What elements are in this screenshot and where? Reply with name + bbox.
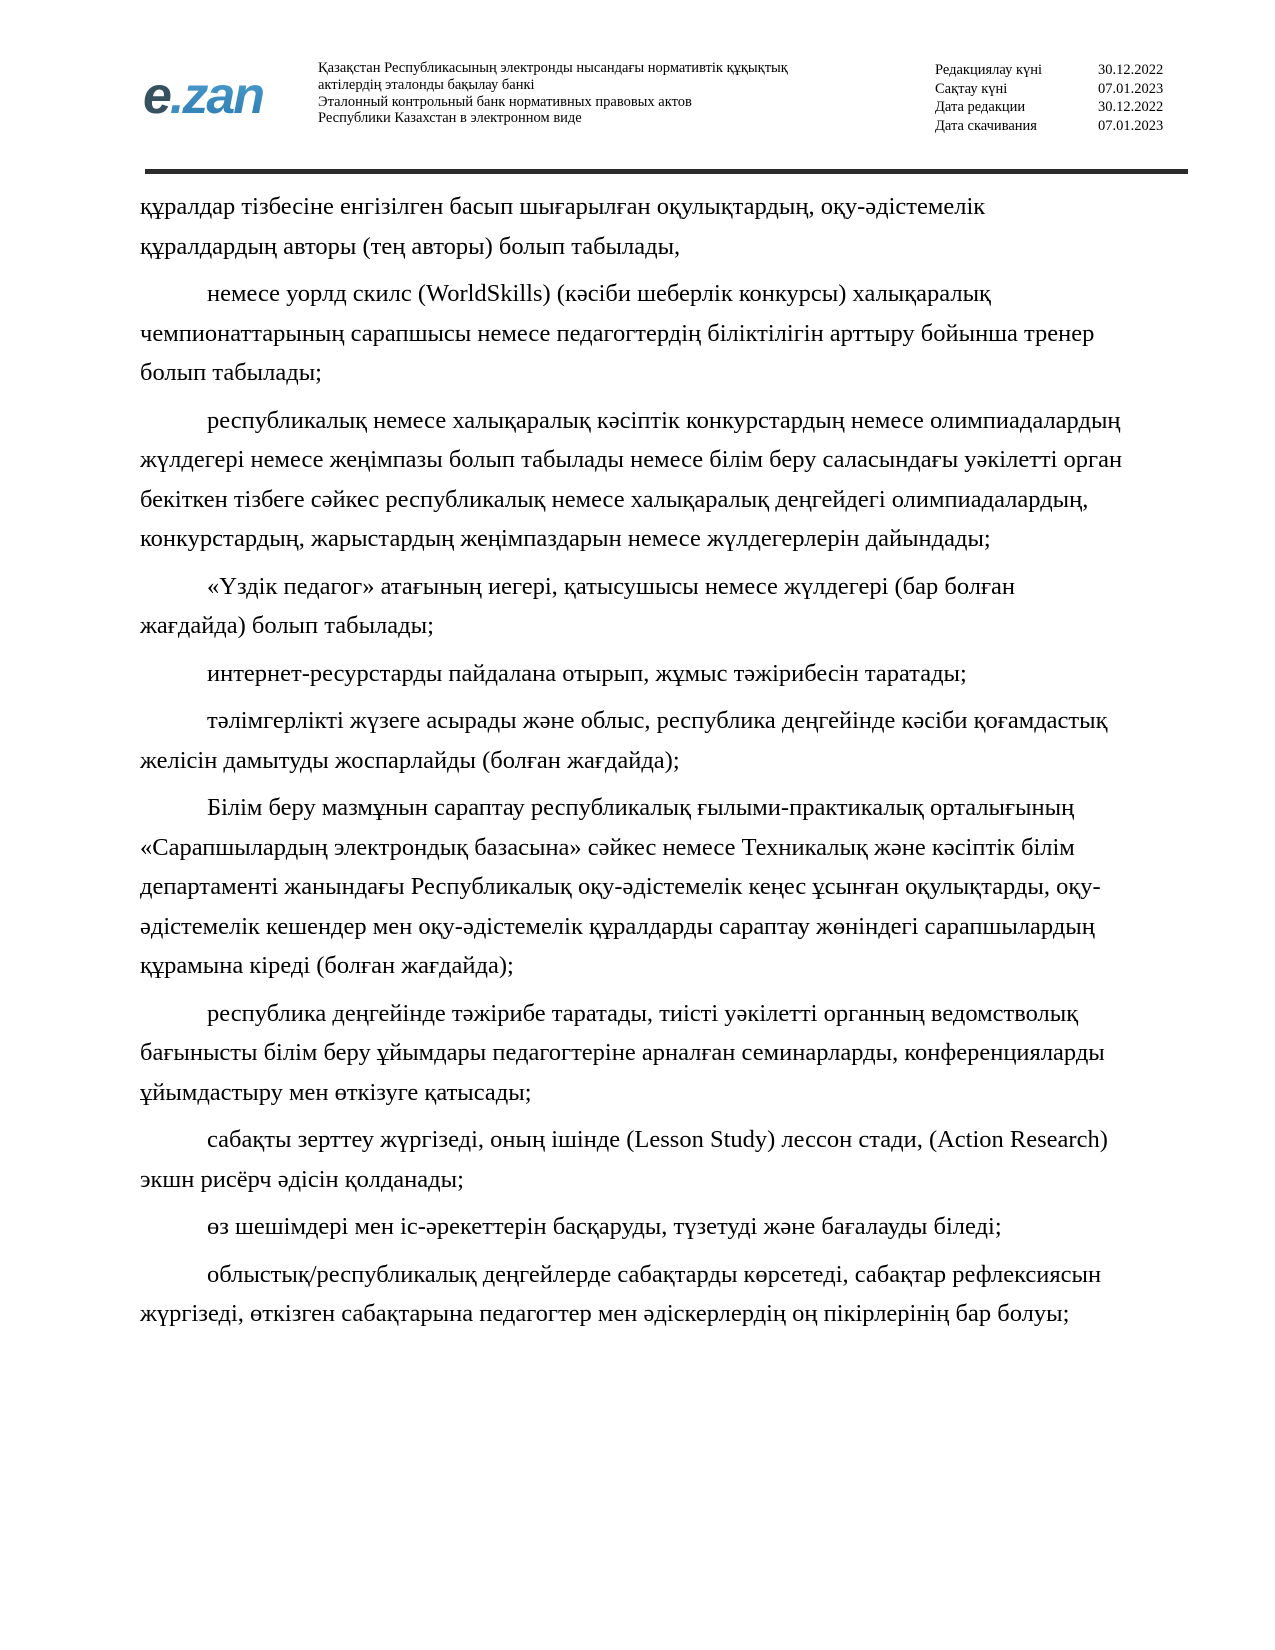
paragraph: тәлімгерлікті жүзеге асырады және облыс, республика деңгейінде кәсіби қоғамдастық желісін дамытуды жоспарлайды (болған жағдайда); [140, 707, 1108, 774]
description-line: Эталонный контрольный банк нормативных правовых актов [318, 93, 692, 110]
date-row [935, 61, 1188, 80]
document-body [140, 187, 1125, 1342]
paragraph: республика деңгейінде тәжірибе таратады, тиісті уәкілетті органның ведомстволық бағынысты білім беру ұйымдары педагогтеріне арналған семинарларды, конференцияларды ұйымдастыру мен өткізуге қатысады; [140, 999, 1105, 1106]
organization-description [318, 60, 883, 127]
paragraph: сабақты зерттеу жүргізеді, оның ішінде (Lesson Study) лессон стади, (Action Research) экшн рисёрч әдісін қолданады; [140, 1126, 1108, 1193]
date-label: Дата редакции [935, 99, 1026, 116]
date-value: 30.12.2022 [1098, 99, 1164, 116]
dates-table [935, 61, 1188, 135]
date-row [935, 98, 1188, 117]
date-value: 30.12.2022 [1098, 62, 1164, 78]
logo-text-e: e [143, 67, 170, 125]
date-label: Редакциялау күні [935, 62, 1043, 78]
paragraph: құралдар тізбесіне енгізілген басып шығарылған оқулықтардың, оқу-әдістемелік құралдардың авторы (тең авторы) болып табылады, [140, 193, 986, 260]
description-line: Қазақстан Республикасының электронды нысандағы нормативтік құқықтық [318, 60, 788, 76]
date-row [935, 80, 1188, 99]
header-divider [145, 169, 1188, 174]
description-line: Республики Казахстан в электронном виде [318, 110, 582, 127]
description-line: актілердің эталонды бақылау банкі [318, 76, 535, 93]
date-value: 07.01.2023 [1098, 80, 1164, 97]
date-label: Дата скачивания [935, 117, 1037, 134]
ezan-logo [143, 67, 264, 125]
date-row [935, 117, 1188, 136]
paragraph: Білім беру мазмұнын сараптау республикалық ғылыми-практикалық орталығының «Сарапшылардың электрондық базасына» сәйкес немесе Техникалық және кәсіптік білім департаменті жанындағы Республикалық оқу-әдістемелік кеңес ұсынған оқулықтарды, оқу-әдістемелік кешендер мен оқу-әдістемелік құралдарды сараптау жөніндегі сарапшылардың құрамына кіреді (болған жағдайда); [140, 794, 1101, 979]
paragraph: интернет-ресурстарды пайдалана отырып, жұмыс тәжірибесін таратады; [207, 659, 967, 687]
paragraph: республикалық немесе халықаралық кәсіптік конкурстардың немесе олимпиадалардың жүлдегері немесе жеңімпазы болып табылады немесе білім беру саласындағы уәкілетті орган бекіткен тізбеге сәйкес республикалық немесе халықаралық деңгейдегі олимпиадалардың, конкурстардың, жарыстардың жеңімпаздарын немесе жүлдегерлерін дайындады; [140, 406, 1123, 552]
paragraph: немесе уорлд скилс (WorldSkills) (кәсіби шеберлік конкурсы) халықаралық чемпионаттарының сарапшысы немесе педагогтердің біліктілігін арттыру бойынша тренер болып табылады; [140, 280, 1095, 386]
date-label: Сақтау күні [935, 80, 1008, 97]
paragraph: облыстық/республикалық деңгейлерде сабақтарды көрсетеді, сабақтар рефлексиясын жүргізеді, өткізген сабақтарына педагогтер мен әдіскерлердің оң пікірлерінің бар болуы; [140, 1260, 1102, 1327]
logo-text-dot: . [169, 67, 183, 125]
paragraph: өз шешімдері мен іс-әрекеттерін басқаруды, түзетуді және бағалауды біледі; [207, 1213, 1002, 1240]
paragraph: «Үздік педагог» атағының иегері, қатысушысы немесе жүлдегері (бар болған жағдайда) болып табылады; [140, 572, 1016, 639]
date-value: 07.01.2023 [1098, 117, 1164, 134]
logo-text-zan: zan [182, 67, 264, 125]
